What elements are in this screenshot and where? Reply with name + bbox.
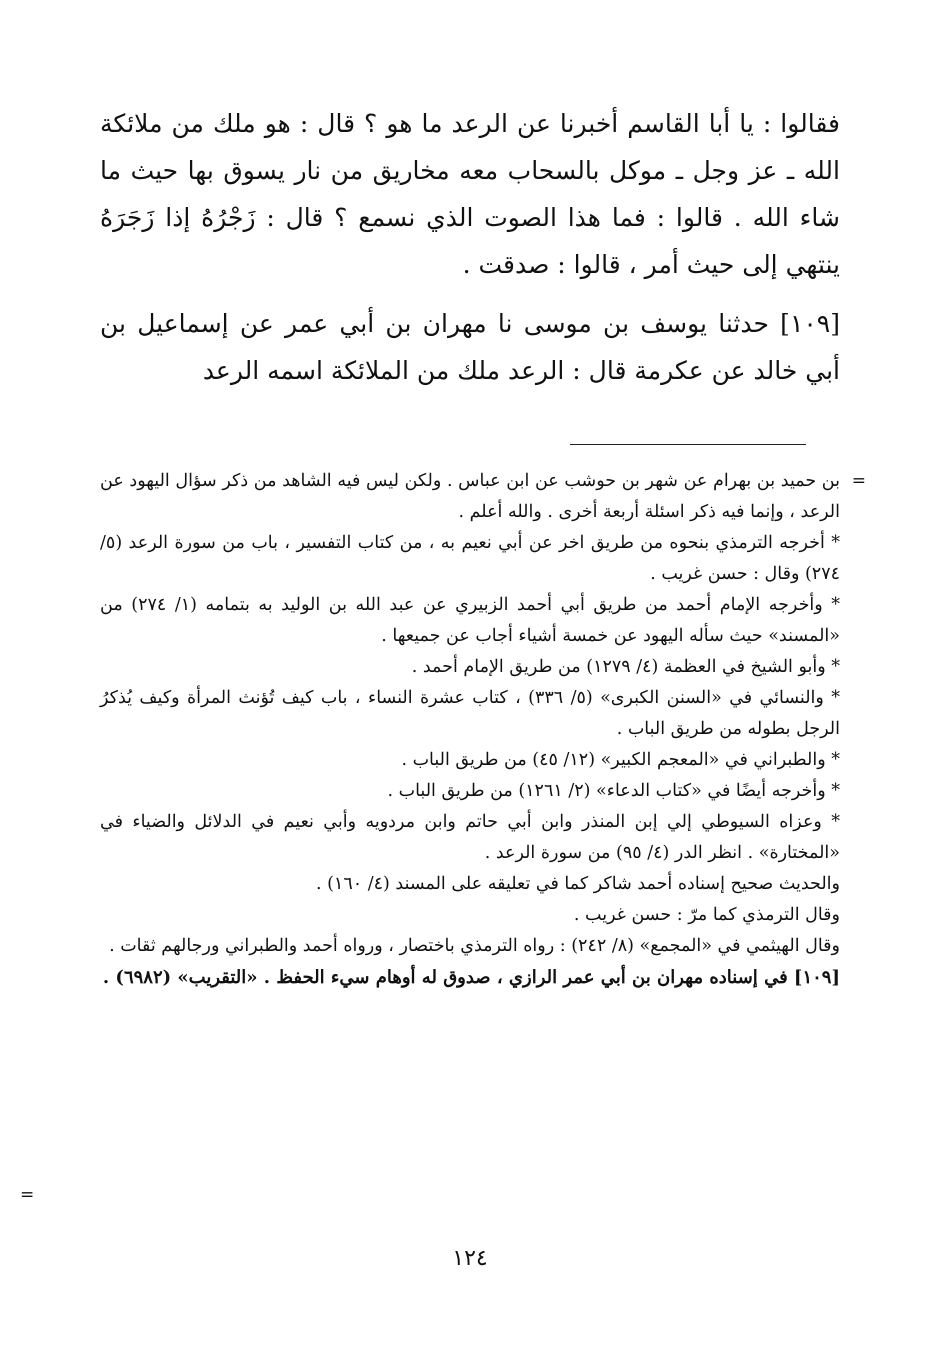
continuation-mark: = — [851, 471, 866, 491]
footnotes — [100, 466, 866, 993]
footnote-line: * وأبو الشيخ في العظمة (٤/ ١٢٧٩) من طريق الإمام أحمد . — [411, 657, 840, 677]
footnote-109: [١٠٩] في إسناده مهران بن أبي عمر الرازي ، صدوق له أوهام سيء الحفظ . «التقريب» (٦٩٨٢) . — [102, 967, 840, 988]
footnote-line: * وأخرجه الإمام أحمد من طريق أبي أحمد الزبيري عن عبد الله بن الوليد به بتمامه (١/ ٢٧٤) من «المسند» حيث سأله اليهود عن خمسة أشياء أجاب عن جميعها . — [100, 595, 840, 646]
page-number: ١٢٤ — [452, 1246, 488, 1271]
main-text — [100, 100, 840, 394]
footnote-line: * أخرجه الترمذي بنحوه من طريق اخر عن أبي نعيم به ، من كتاب التفسير ، باب من سورة الرعد (٥/ ٢٧٤) وقال : حسن غريب . — [100, 533, 840, 584]
footnote-separator — [570, 444, 806, 445]
footnote-line — [100, 466, 866, 528]
footnote-line: وقال الترمذي كما مرّ : حسن غريب . — [573, 905, 840, 925]
footnote-line: * وأخرجه أيضًا في «كتاب الدعاء» (٢/ ١٢٦١) من طريق الباب . — [387, 781, 840, 801]
footnote-text: بن حميد بن بهرام عن شهر بن حوشب عن ابن عباس . ولكن ليس فيه الشاهد من ذكر سؤال اليهود عن الرعد ، وإنما فيه ذكر اسئلة أربعة أخرى . والله أعلم . — [100, 471, 840, 522]
footnote-line: والحديث صحيح إسناده أحمد شاكر كما في تعليقه على المسند (٤/ ١٦٠) . — [315, 874, 840, 894]
footnote-line: * والنسائي في «السنن الكبرى» (٥/ ٣٣٦) ، كتاب عشرة النساء ، باب كيف تُؤنث المرأة وكيف يُذكرُ الرجل بطوله من طريق الباب . — [100, 688, 840, 739]
hadith-109: [١٠٩] حدثنا يوسف بن موسى نا مهران بن أبي عمر عن إسماعيل بن أبي خالد عن عكرمة قال : الرعد ملك من الملائكة اسمه الرعد — [100, 309, 840, 385]
footnote-line: * والطبراني في «المعجم الكبير» (١٢/ ٤٥) من طريق الباب . — [401, 750, 840, 770]
footnote-line: وقال الهيثمي في «المجمع» (٨/ ٢٤٢) : رواه الترمذي باختصار ، ورواه أحمد والطبراني ورجالهم ثقات . — [109, 936, 840, 956]
end-continuation-mark: = — [20, 1185, 35, 1205]
main-paragraph: فقالوا : يا أبا القاسم أخبرنا عن الرعد ما هو ؟ قال : هو ملك من ملائكة الله ـ عز وجل ـ موكل بالسحاب معه مخاريق من نار يسوق بها حيث ما شاء الله . قالوا : فما هذا الصوت الذي نسمع ؟ قال : زَجْرُهُ إذا زَجَرَهُ ينتهي إلى حيث أمر ، قالوا : صدقت . — [100, 109, 840, 279]
footnote-line: * وعزاه السيوطي إلي إبن المنذر وابن أبي حاتم وابن مردويه وأبي نعيم في الدلائل والضياء في «المختارة» . انظر الدر (٤/ ٩٥) من سورة الرعد . — [100, 812, 840, 863]
